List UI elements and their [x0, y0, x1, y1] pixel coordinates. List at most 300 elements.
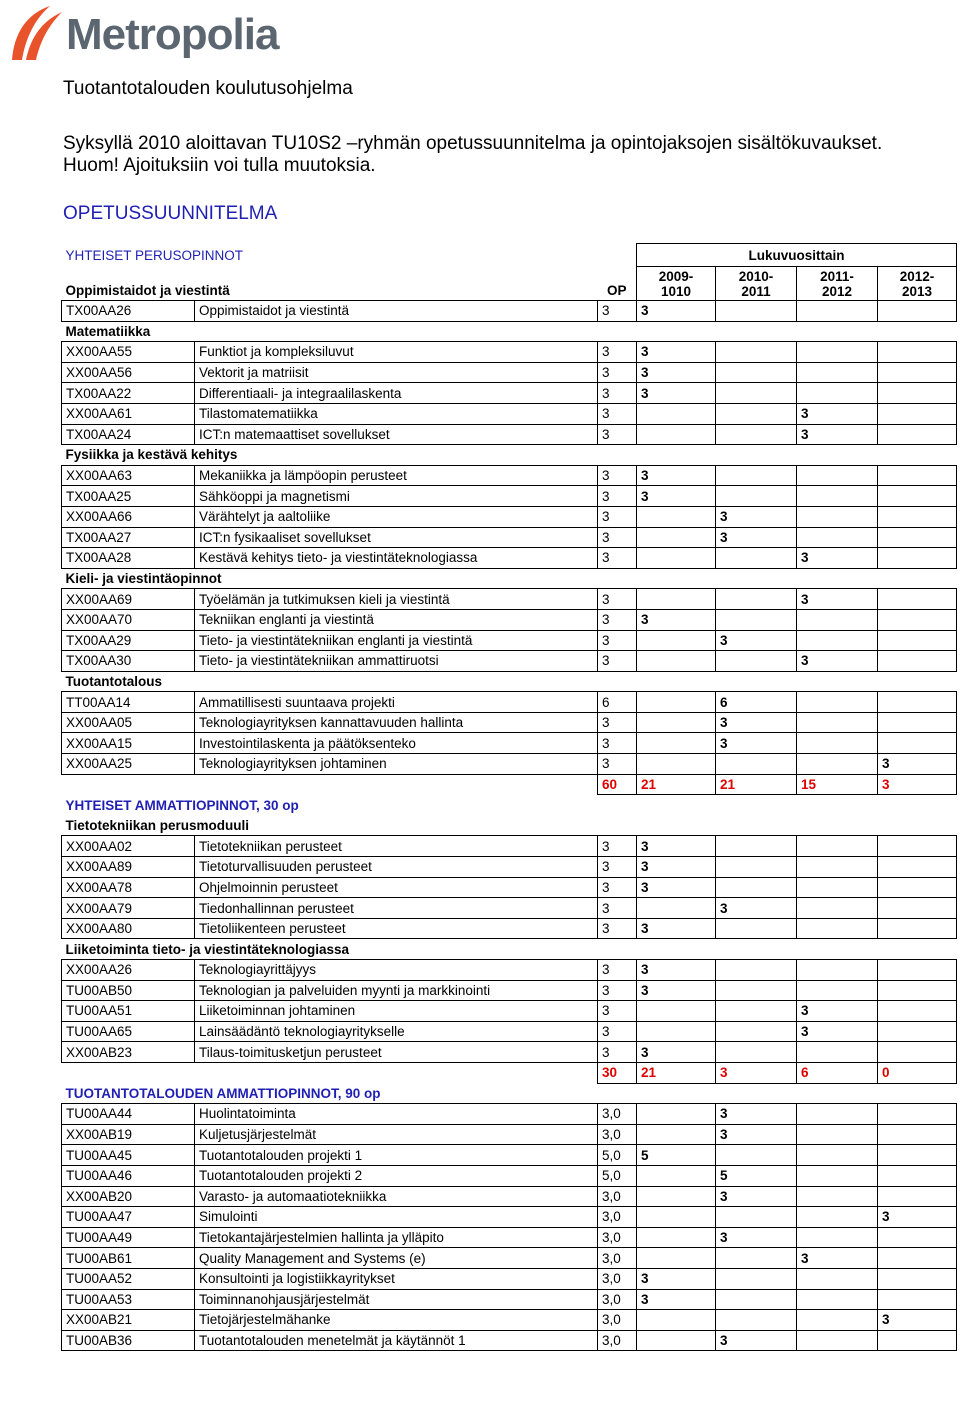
- table-row: [62, 692, 957, 713]
- table-row: [62, 465, 957, 486]
- total-year-value: 21: [637, 774, 716, 795]
- year-value: 3: [716, 1186, 797, 1207]
- year-value: [797, 1145, 878, 1166]
- year-value: [716, 836, 797, 857]
- year-value: [716, 651, 797, 672]
- col-op-header: OP: [598, 267, 637, 301]
- year-value: [716, 857, 797, 878]
- year-value: [637, 712, 716, 733]
- course-op: 6: [598, 692, 637, 713]
- year-value: [797, 836, 878, 857]
- year-value: 3: [878, 1310, 957, 1331]
- first-group-label: Oppimistaidot ja viestintä: [62, 267, 598, 301]
- course-op: 3: [598, 486, 637, 507]
- course-name: Ammatillisesti suuntaava projekti: [195, 692, 598, 713]
- course-code: XX00AA02: [62, 836, 195, 857]
- course-op: 3: [598, 754, 637, 775]
- year-value: [716, 609, 797, 630]
- year-value: 3: [797, 403, 878, 424]
- section-label: YHTEISET AMMATTIOPINNOT, 30 op: [65, 797, 299, 813]
- table-row: [62, 651, 957, 672]
- course-name: Teknologiayrityksen kannattavuuden hallinta: [195, 712, 598, 733]
- course-name: Vektorit ja matriisit: [195, 362, 598, 383]
- course-name: Tietoliikenteen perusteet: [195, 918, 598, 939]
- year-value: [716, 548, 797, 569]
- year-value: [878, 506, 957, 527]
- table-row: [62, 1145, 957, 1166]
- section-label: TUOTANTOTALOUDEN AMMATTIOPINNOT, 90 op: [65, 1085, 381, 1101]
- course-name: Quality Management and Systems (e): [195, 1248, 598, 1269]
- course-code: TX00AA25: [62, 486, 195, 507]
- course-name: Sähköoppi ja magnetismi: [195, 486, 598, 507]
- year-value: [637, 589, 716, 610]
- course-op: 3,0: [598, 1248, 637, 1269]
- year-value: 3: [797, 651, 878, 672]
- table-row: [62, 301, 957, 322]
- group-row: [62, 445, 957, 466]
- course-op: 3: [598, 980, 637, 1001]
- table-row: [62, 424, 957, 445]
- total-row: [62, 1062, 957, 1083]
- year-value: [878, 403, 957, 424]
- year-value: [797, 1330, 878, 1351]
- year-value: [637, 506, 716, 527]
- course-name: Tekniikan englanti ja viestintä: [195, 609, 598, 630]
- course-name: Mekaniikka ja lämpöopin perusteet: [195, 465, 598, 486]
- table-row: [62, 1186, 957, 1207]
- year-value: 3: [637, 1042, 716, 1063]
- course-name: Tilastomatematiikka: [195, 403, 598, 424]
- year-value: [878, 1289, 957, 1310]
- year-value: [637, 1186, 716, 1207]
- year-value: 3: [797, 1248, 878, 1269]
- year-value: [716, 1207, 797, 1228]
- course-name: Tuotantotalouden menetelmät ja käytännöt 1: [195, 1330, 598, 1351]
- year-value: [716, 362, 797, 383]
- course-name: Tiedonhallinnan perusteet: [195, 898, 598, 919]
- course-code: XX00AA66: [62, 506, 195, 527]
- course-op: 3,0: [598, 1124, 637, 1145]
- course-op: 3,0: [598, 1227, 637, 1248]
- year-value: 3: [716, 527, 797, 548]
- year-value: [878, 609, 957, 630]
- course-code: XX00AA69: [62, 589, 195, 610]
- year-value: [797, 960, 878, 981]
- year-value: [797, 342, 878, 363]
- year-value: [716, 589, 797, 610]
- table-row: [62, 1248, 957, 1269]
- group-row: [62, 939, 957, 960]
- header-row-1: [62, 244, 957, 267]
- group-label: Liiketoiminta tieto- ja viestintäteknologiassa: [65, 941, 350, 957]
- year-value: 3: [637, 1268, 716, 1289]
- year-value: [878, 918, 957, 939]
- year-value: 3: [637, 465, 716, 486]
- year-value: [637, 898, 716, 919]
- year-value: [637, 630, 716, 651]
- course-name: Teknologiayrityksen johtaminen: [195, 754, 598, 775]
- year-value: [878, 1165, 957, 1186]
- year-value: [878, 424, 957, 445]
- year-value: [637, 1330, 716, 1351]
- year-value: [716, 1042, 797, 1063]
- year-value: [637, 1124, 716, 1145]
- year-value: 3: [878, 754, 957, 775]
- group-label: Matematiikka: [65, 323, 151, 339]
- course-op: 3: [598, 857, 637, 878]
- year-value: 3: [797, 548, 878, 569]
- course-name: Työelämän ja tutkimuksen kieli ja viestintä: [195, 589, 598, 610]
- year-value: [797, 754, 878, 775]
- course-code: TX00AA29: [62, 630, 195, 651]
- table-row: [62, 980, 957, 1001]
- year-value: 3: [637, 877, 716, 898]
- table-row: [62, 548, 957, 569]
- logo-wordmark: Metropolia: [66, 10, 279, 59]
- year-value: [637, 1104, 716, 1125]
- course-op: 5,0: [598, 1145, 637, 1166]
- program-title: Tuotantotalouden koulutusohjelma: [63, 78, 353, 99]
- year-value: [797, 1165, 878, 1186]
- course-code: XX00AA56: [62, 362, 195, 383]
- year-value: [878, 898, 957, 919]
- year-value: 3: [637, 980, 716, 1001]
- course-name: Differentiaali- ja integraalilaskenta: [195, 383, 598, 404]
- course-code: TU00AA49: [62, 1227, 195, 1248]
- year-value: [797, 733, 878, 754]
- year-value: [878, 630, 957, 651]
- col-year-2009: 2009- 1010: [637, 267, 716, 301]
- year-value: [797, 527, 878, 548]
- year-value: [878, 857, 957, 878]
- course-code: TX00AA30: [62, 651, 195, 672]
- course-op: 3,0: [598, 1104, 637, 1125]
- total-year-value: 21: [637, 1062, 716, 1083]
- year-value: [797, 465, 878, 486]
- course-op: 3: [598, 651, 637, 672]
- course-code: XX00AA15: [62, 733, 195, 754]
- table-row: [62, 403, 957, 424]
- group-label: Tuotantotalous: [65, 673, 162, 689]
- course-name: Huolintatoiminta: [195, 1104, 598, 1125]
- table-row: [62, 383, 957, 404]
- year-value: [716, 1145, 797, 1166]
- course-op: 3: [598, 342, 637, 363]
- course-name: Tietoturvallisuuden perusteet: [195, 857, 598, 878]
- course-code: XX00AA78: [62, 877, 195, 898]
- year-value: [878, 301, 957, 322]
- logo-swoosh-icon: [6, 4, 66, 64]
- table-row: [62, 733, 957, 754]
- course-op: 3: [598, 403, 637, 424]
- course-name: Teknologiayrittäjyys: [195, 960, 598, 981]
- course-op: 3: [598, 383, 637, 404]
- course-name: ICT:n fysikaaliset sovellukset: [195, 527, 598, 548]
- year-value: [716, 1248, 797, 1269]
- group-row: [62, 671, 957, 692]
- course-name: Investointilaskenta ja päätöksenteko: [195, 733, 598, 754]
- year-value: [637, 1248, 716, 1269]
- year-value: [716, 403, 797, 424]
- table-row: [62, 1001, 957, 1022]
- year-value: 3: [716, 1104, 797, 1125]
- year-value: [716, 1310, 797, 1331]
- curriculum-table: [61, 243, 957, 1351]
- year-value: [716, 486, 797, 507]
- table-row: [62, 527, 957, 548]
- year-value: [878, 1001, 957, 1022]
- table-row: [62, 898, 957, 919]
- course-name: Tuotantotalouden projekti 1: [195, 1145, 598, 1166]
- table-row: [62, 362, 957, 383]
- course-op: 3: [598, 506, 637, 527]
- year-value: [797, 486, 878, 507]
- course-code: TT00AA14: [62, 692, 195, 713]
- year-value: [878, 1248, 957, 1269]
- course-name: Ohjelmoinnin perusteet: [195, 877, 598, 898]
- course-code: XX00AA55: [62, 342, 195, 363]
- course-code: XX00AA89: [62, 857, 195, 878]
- year-value: [637, 1310, 716, 1331]
- total-year-value: 6: [797, 1062, 878, 1083]
- course-name: Oppimistaidot ja viestintä: [195, 301, 598, 322]
- course-code: XX00AB20: [62, 1186, 195, 1207]
- year-value: [878, 1268, 957, 1289]
- year-value: [878, 1042, 957, 1063]
- total-row: [62, 774, 957, 795]
- course-code: TU00AA52: [62, 1268, 195, 1289]
- course-name: Tietojärjestelmähanke: [195, 1310, 598, 1331]
- total-year-value: 15: [797, 774, 878, 795]
- table-row: [62, 1042, 957, 1063]
- course-code: XX00AA26: [62, 960, 195, 981]
- year-value: [797, 1042, 878, 1063]
- year-value: 6: [716, 692, 797, 713]
- course-name: Teknologian ja palveluiden myynti ja markkinointi: [195, 980, 598, 1001]
- course-op: 3: [598, 609, 637, 630]
- year-value: 3: [797, 424, 878, 445]
- course-name: Simulointi: [195, 1207, 598, 1228]
- year-value: 3: [797, 589, 878, 610]
- year-value: [878, 383, 957, 404]
- year-value: 3: [797, 1001, 878, 1022]
- page-heading: OPETUSSUUNNITELMA: [63, 203, 278, 224]
- course-name: Tuotantotalouden projekti 2: [195, 1165, 598, 1186]
- course-code: TU00AA46: [62, 1165, 195, 1186]
- course-code: TX00AA22: [62, 383, 195, 404]
- course-name: Tieto- ja viestintätekniikan englanti ja viestintä: [195, 630, 598, 651]
- course-code: TU00AA51: [62, 1001, 195, 1022]
- year-value: [878, 712, 957, 733]
- course-code: XX00AA63: [62, 465, 195, 486]
- group-row: [62, 815, 957, 836]
- year-value: [878, 1021, 957, 1042]
- course-code: XX00AA05: [62, 712, 195, 733]
- year-value: [716, 465, 797, 486]
- course-op: 3,0: [598, 1207, 637, 1228]
- year-value: [797, 630, 878, 651]
- year-value: [637, 403, 716, 424]
- year-value: [878, 362, 957, 383]
- year-value: 5: [716, 1165, 797, 1186]
- year-value: [637, 1207, 716, 1228]
- year-value: [637, 1227, 716, 1248]
- table-row: [62, 712, 957, 733]
- course-op: 3: [598, 465, 637, 486]
- year-value: [878, 692, 957, 713]
- course-op: 3,0: [598, 1186, 637, 1207]
- year-value: [797, 918, 878, 939]
- course-code: XX00AA61: [62, 403, 195, 424]
- col-year-2011: 2011- 2012: [797, 267, 878, 301]
- course-name: Kestävä kehitys tieto- ja viestintäteknologiassa: [195, 548, 598, 569]
- course-code: TX00AA24: [62, 424, 195, 445]
- year-value: [716, 1021, 797, 1042]
- year-value: 3: [716, 1124, 797, 1145]
- course-code: TU00AB61: [62, 1248, 195, 1269]
- year-value: [637, 548, 716, 569]
- course-code: XX00AA25: [62, 754, 195, 775]
- year-value: [637, 1021, 716, 1042]
- total-year-value: 0: [878, 1062, 957, 1083]
- year-value: [878, 342, 957, 363]
- group-row: [62, 321, 957, 342]
- year-value: [878, 548, 957, 569]
- year-value: [878, 733, 957, 754]
- course-op: 3,0: [598, 1289, 637, 1310]
- course-op: 3: [598, 1042, 637, 1063]
- course-op: 5,0: [598, 1165, 637, 1186]
- year-value: [797, 1124, 878, 1145]
- header-row-2: [62, 267, 957, 301]
- year-value: [878, 836, 957, 857]
- course-name: Konsultointi ja logistiikkayritykset: [195, 1268, 598, 1289]
- section-row: [62, 1083, 957, 1104]
- year-value: 3: [637, 342, 716, 363]
- year-value: 3: [637, 301, 716, 322]
- course-name: ICT:n matemaattiset sovellukset: [195, 424, 598, 445]
- course-op: 3: [598, 424, 637, 445]
- year-value: 3: [878, 1207, 957, 1228]
- intro-line-1: Syksyllä 2010 aloittavan TU10S2 –ryhmän opetussuunnitelma ja opintojaksojen sisältökuvaukset.: [63, 133, 883, 154]
- year-value: [637, 692, 716, 713]
- year-value: [797, 383, 878, 404]
- table-row: [62, 1165, 957, 1186]
- course-op: 3,0: [598, 1310, 637, 1331]
- year-value: 3: [716, 733, 797, 754]
- course-code: XX00AA70: [62, 609, 195, 630]
- year-value: [716, 301, 797, 322]
- table-row: [62, 918, 957, 939]
- table-row: [62, 506, 957, 527]
- table-row: [62, 1124, 957, 1145]
- course-op: 3: [598, 960, 637, 981]
- group-row: [62, 568, 957, 589]
- year-value: [797, 301, 878, 322]
- course-code: TU00AB36: [62, 1330, 195, 1351]
- year-value: [797, 1104, 878, 1125]
- year-value: 3: [716, 1330, 797, 1351]
- year-value: [878, 877, 957, 898]
- year-value: [637, 754, 716, 775]
- year-value: [797, 1289, 878, 1310]
- year-value: [878, 651, 957, 672]
- year-value: [797, 1227, 878, 1248]
- course-op: 3: [598, 1001, 637, 1022]
- course-op: 3: [598, 527, 637, 548]
- course-name: Varasto- ja automaatiotekniikka: [195, 1186, 598, 1207]
- year-value: [797, 609, 878, 630]
- year-value: [878, 1330, 957, 1351]
- year-value: [797, 692, 878, 713]
- year-value: [797, 877, 878, 898]
- year-value: [637, 1001, 716, 1022]
- course-name: Tietotekniikan perusteet: [195, 836, 598, 857]
- year-value: [878, 465, 957, 486]
- col-year-2012: 2012- 2013: [878, 267, 957, 301]
- course-code: TX00AA26: [62, 301, 195, 322]
- course-code: XX00AA80: [62, 918, 195, 939]
- year-value: [716, 1289, 797, 1310]
- course-name: Tilaus-toimitusketjun perusteet: [195, 1042, 598, 1063]
- course-op: 3: [598, 548, 637, 569]
- year-value: [878, 1124, 957, 1145]
- year-value: 3: [716, 506, 797, 527]
- year-value: [716, 424, 797, 445]
- group-label: Tietotekniikan perusmoduuli: [65, 817, 250, 833]
- year-value: [878, 486, 957, 507]
- year-value: [716, 980, 797, 1001]
- year-value: [797, 1207, 878, 1228]
- course-code: XX00AB23: [62, 1042, 195, 1063]
- course-code: TX00AA27: [62, 527, 195, 548]
- total-op: 60: [598, 774, 637, 795]
- year-value: [637, 1165, 716, 1186]
- year-value: [878, 527, 957, 548]
- course-op: 3,0: [598, 1330, 637, 1351]
- course-code: XX00AB19: [62, 1124, 195, 1145]
- course-name: Tieto- ja viestintätekniikan ammattiruotsi: [195, 651, 598, 672]
- year-value: [716, 960, 797, 981]
- year-value: [878, 589, 957, 610]
- year-value: 3: [716, 712, 797, 733]
- year-value: [797, 898, 878, 919]
- course-code: TU00AA65: [62, 1021, 195, 1042]
- table-row: [62, 1310, 957, 1331]
- course-name: Lainsäädäntö teknologiayritykselle: [195, 1021, 598, 1042]
- table-row: [62, 1021, 957, 1042]
- course-op: 3: [598, 836, 637, 857]
- year-value: 3: [637, 362, 716, 383]
- year-value: 3: [637, 383, 716, 404]
- course-name: Toiminnanohjausjärjestelmät: [195, 1289, 598, 1310]
- table-row: [62, 1227, 957, 1248]
- year-value: [797, 712, 878, 733]
- course-code: TU00AA47: [62, 1207, 195, 1228]
- course-op: 3: [598, 1021, 637, 1042]
- year-value: 5: [637, 1145, 716, 1166]
- year-value: 3: [637, 960, 716, 981]
- metropolia-logo: [6, 4, 279, 64]
- year-value: [797, 857, 878, 878]
- table-row: [62, 609, 957, 630]
- table-row: [62, 1268, 957, 1289]
- year-value: [716, 1001, 797, 1022]
- year-value: [637, 527, 716, 548]
- table-row: [62, 486, 957, 507]
- year-value: 3: [637, 1289, 716, 1310]
- year-value: [637, 424, 716, 445]
